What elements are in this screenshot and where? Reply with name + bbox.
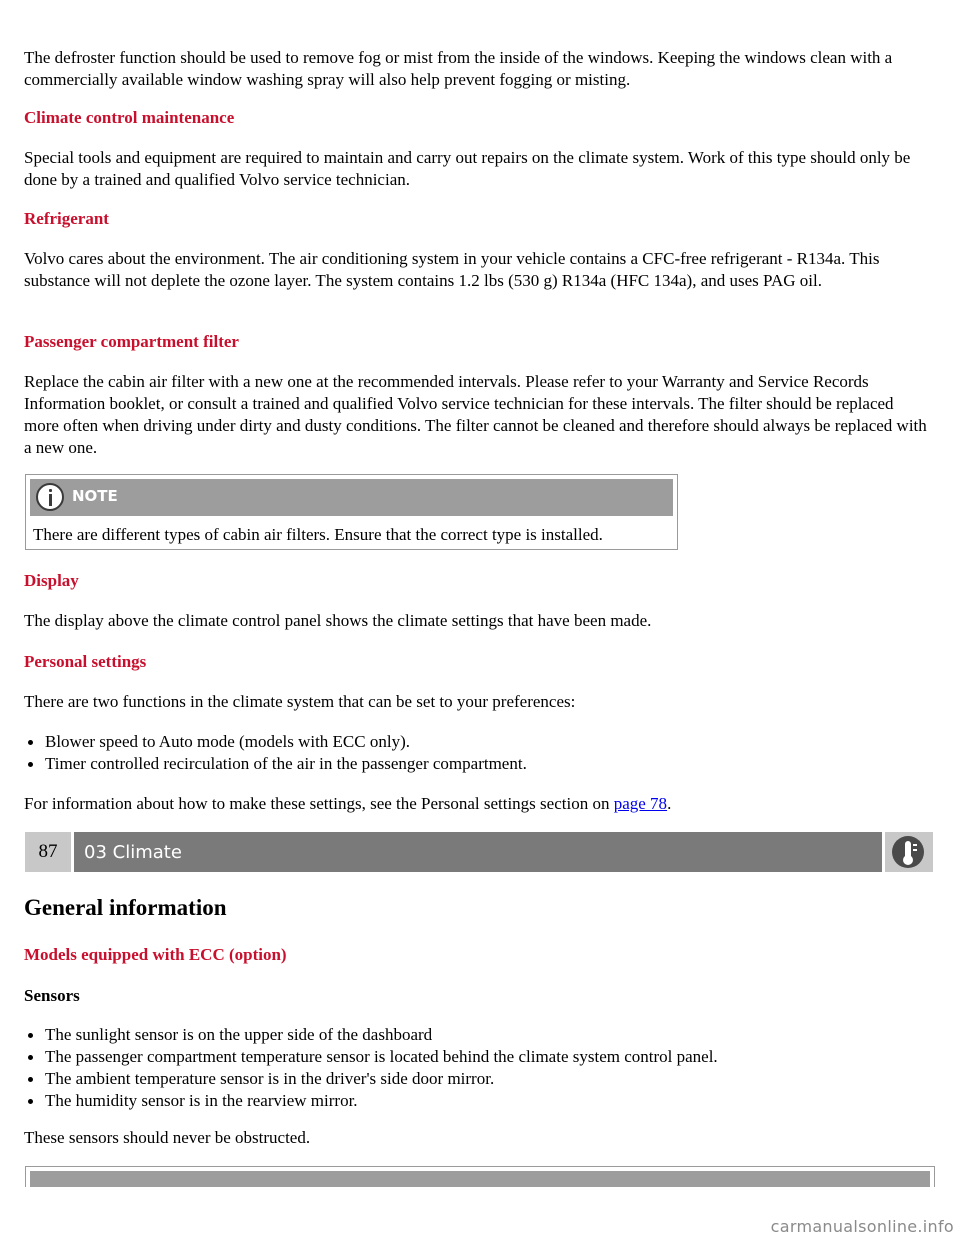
heading-refrigerant: Refrigerant [24,209,109,228]
sensors-list [24,1024,929,1112]
sensors-note-paragraph: These sensors should never be obstructed. [24,1128,311,1147]
heading-general-information: General information [24,895,227,920]
personal-settings-paragraph: There are two functions in the climate system that can be set to your preferences: [24,692,576,711]
page-number: 87 [25,832,71,872]
list-item: Timer controlled recirculation of the air in the passenger compartment. [24,753,929,775]
personal-settings-list [24,731,929,775]
note-title: NOTE [72,487,118,505]
list-item: The ambient temperature sensor is in the driver's side door mirror. [24,1068,929,1090]
note-header [30,479,673,516]
heading-models-ecc: Models equipped with ECC (option) [24,945,287,964]
list-item: The humidity sensor is in the rearview mirror. [24,1090,929,1112]
heading-climate-maintenance: Climate control maintenance [24,108,235,127]
bottom-note-box [25,1166,935,1187]
chapter-header-bar [25,832,933,872]
note-text: There are different types of cabin air filters. Ensure that the correct type is installed. [33,525,603,544]
display-paragraph: The display above the climate control panel shows the climate settings that have been made. [24,611,652,630]
thermometer-icon [885,832,933,872]
refrigerant-paragraph: Volvo cares about the environment. The air conditioning system in your vehicle contains a CFC-free refrigerant - R134a. This substance will not deplete the ozone layer. The system contains 1.2 lbs (530 g) R134a (HFC 134a), and uses PAG oil. [24,249,880,290]
note-box [25,474,678,550]
defroster-paragraph: The defroster function should be used to remove fog or mist from the inside of the windows. Keeping the windows clean with a commercially available window washing spray will also help prevent fogging or misting. [24,48,893,89]
list-item: The passenger compartment temperature sensor is located behind the climate system control panel. [24,1046,929,1068]
info-icon [36,483,64,511]
chapter-title: 03 Climate [74,832,882,872]
personal-info-paragraph [24,793,929,815]
climate-maintenance-paragraph: Special tools and equipment are required to maintain and carry out repairs on the climate system. Work of this type should only be done by a trained and qualified Volvo service technician. [24,148,911,189]
personal-info-text: For information about how to make these settings, see the Personal settings section on [24,794,614,813]
list-item: The sunlight sensor is on the upper side of the dashboard [24,1024,929,1046]
watermark: carmanualsonline.info [770,1217,954,1236]
heading-personal-settings: Personal settings [24,652,147,671]
list-item: Blower speed to Auto mode (models with ECC only). [24,731,929,753]
page-78-link[interactable]: page 78 [613,794,668,813]
heading-passenger-filter: Passenger compartment filter [24,332,239,351]
personal-info-end: . [667,794,672,813]
bottom-note-header [30,1171,930,1187]
heading-display: Display [24,571,79,590]
filter-paragraph: Replace the cabin air filter with a new one at the recommended intervals. Please refer to your Warranty and Service Records Information booklet, or consult a trained and qualified Volvo service technician for these intervals. The filter should be replaced more often when driving under dirty and dusty conditions. The filter cannot be cleaned and therefore should always be replaced with a new one. [24,372,927,457]
heading-sensors: Sensors [24,986,80,1005]
